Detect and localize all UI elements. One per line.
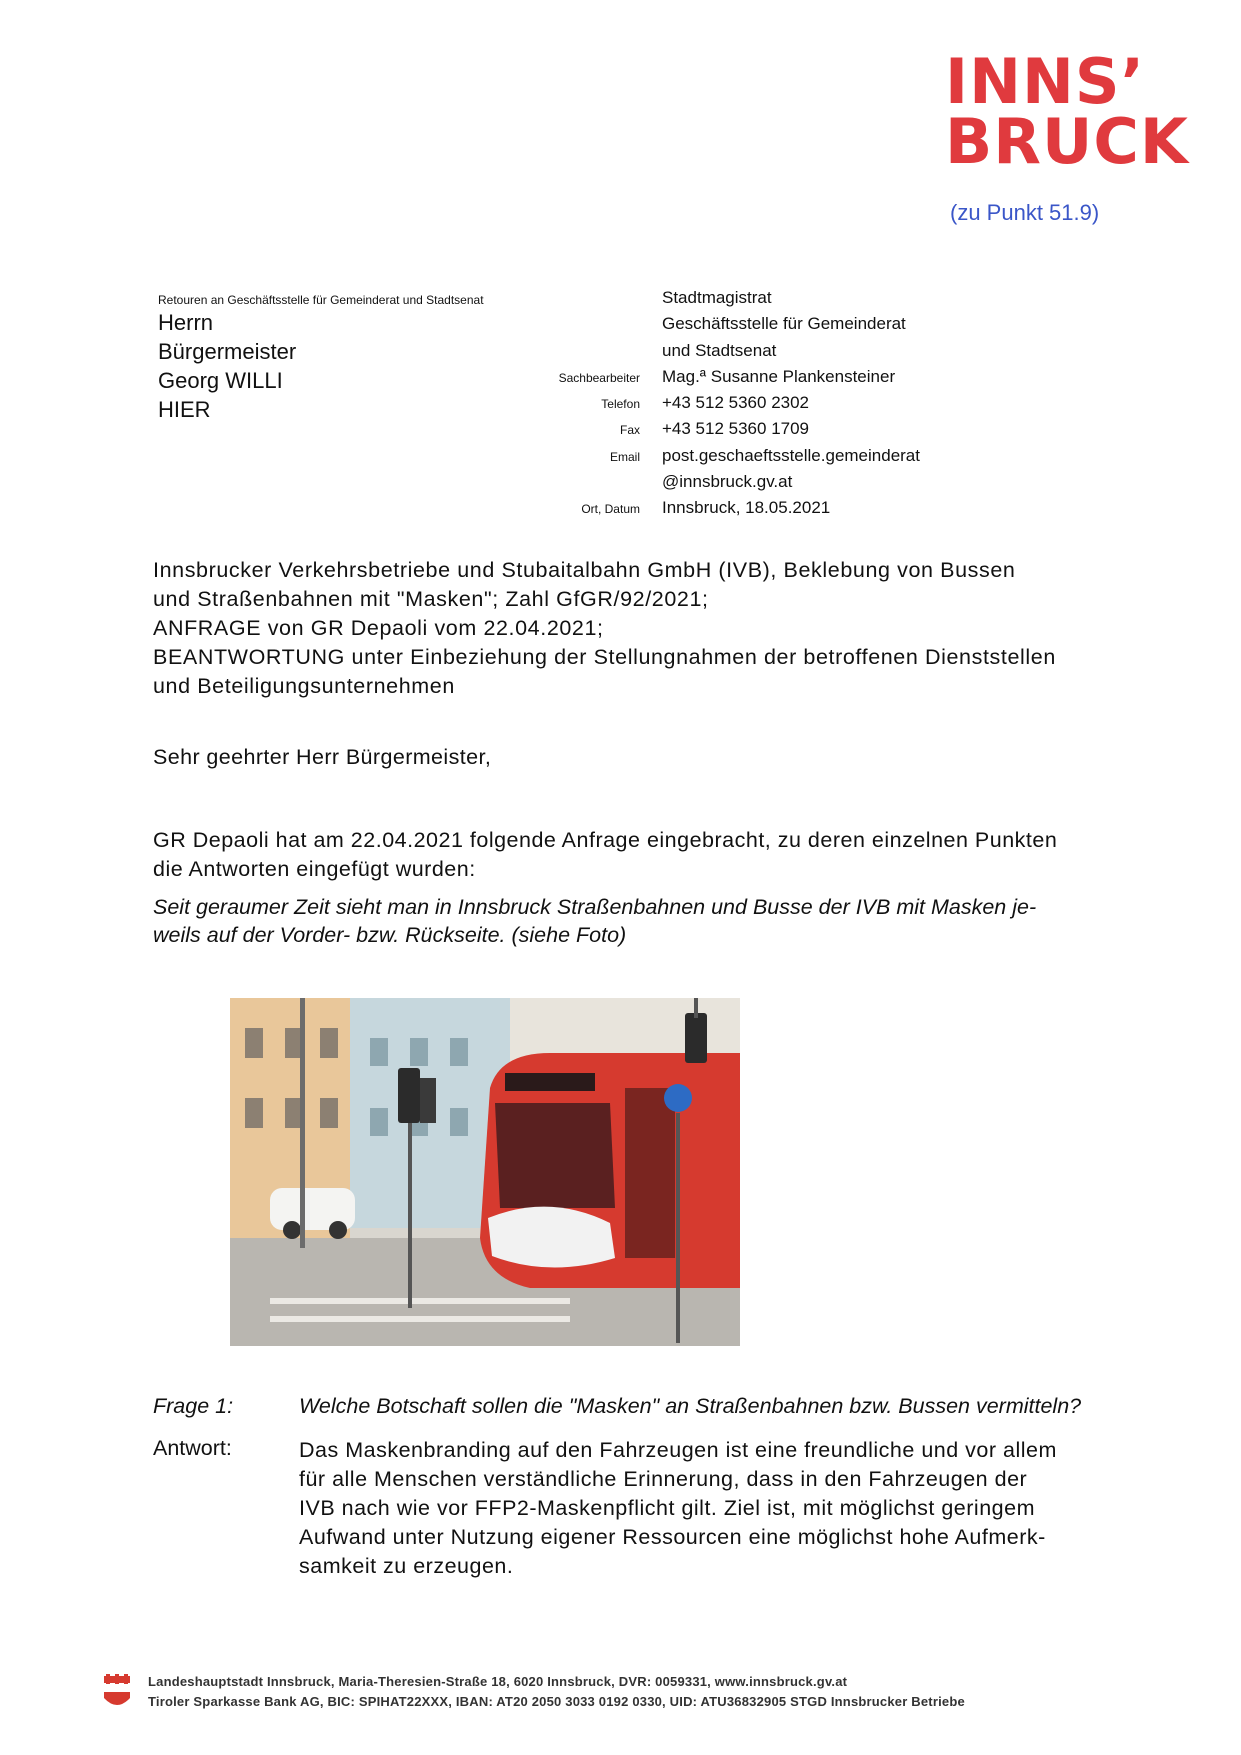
subject-line: BEANTWORTUNG unter Einbeziehung der Stellungnahmen der betroffenen Dienststellen (153, 645, 1056, 669)
quote-line: weils auf der Vorder- bzw. Rückseite. (siehe Foto) (153, 923, 627, 947)
answer-label: Antwort: (153, 1436, 232, 1460)
subject (153, 556, 1133, 701)
intro-line: die Antworten eingefügt wurden: (153, 857, 476, 881)
sender-info (520, 285, 1000, 522)
answer-line: Das Maskenbranding auf den Fahrzeugen ist eine freundliche und vor allem (299, 1438, 1057, 1462)
recipient-line: HIER (158, 397, 211, 422)
question-label: Frage 1: (153, 1394, 234, 1418)
answer-line: Aufwand unter Nutzung eigener Ressourcen eine möglichst hohe Aufmerk- (299, 1525, 1046, 1549)
fax-label: Fax (619, 423, 640, 438)
recipient-address (158, 308, 296, 424)
logo-line-2: BRUCK (945, 105, 1189, 178)
recipient-line: Georg WILLI (158, 368, 283, 393)
subject-line: Innsbrucker Verkehrsbetriebe und Stubaitalbahn GmbH (IVB), Beklebung von Bussen (153, 558, 1016, 582)
fax-number: +43 512 5360 1709 (662, 419, 810, 439)
recipient-line: Bürgermeister (158, 339, 297, 364)
sender-org-line: Geschäftsstelle für Gemeinderat (662, 314, 906, 334)
email-label: Email (609, 449, 640, 464)
inquiry-quote (153, 893, 1113, 949)
email-address-line-1: post.geschaeftsstelle.gemeinderat (662, 445, 920, 465)
clerk-label: Sachbearbeiter (558, 370, 640, 385)
intro-paragraph (153, 826, 1133, 884)
phone-label: Telefon (601, 397, 640, 412)
agenda-reference: (zu Punkt 51.9) (950, 200, 1100, 225)
sender-org-line: und Stadtsenat (662, 340, 777, 360)
date-label: Ort, Datum (581, 502, 640, 517)
subject-line: und Straßenbahnen mit "Masken"; Zahl GfGR/92/2021; (153, 587, 709, 611)
logo-line-1: INNS’ (945, 45, 1146, 118)
quote-line: Seit geraumer Zeit sieht man in Innsbruck Straßenbahnen und Busse der IVB mit Masken je- (153, 895, 1037, 919)
tram-windshield (495, 1103, 615, 1208)
answer-line: für alle Menschen verständliche Erinnerung, dass in den Fahrzeugen der (299, 1467, 1028, 1491)
direction-sign (664, 1084, 692, 1112)
intro-line: GR Depaoli hat am 22.04.2021 folgende Anfrage eingebracht, zu deren einzelnen Punkten (153, 828, 1058, 852)
innsbruck-logo (945, 45, 1189, 178)
sender-org-line: Stadtmagistrat (662, 288, 772, 307)
email-address-line-2: @innsbruck.gv.at (662, 472, 793, 492)
subject-line: und Beteiligungsunternehmen (153, 674, 455, 698)
traffic-light (398, 1068, 420, 1123)
answer-text (299, 1436, 1129, 1581)
salutation: Sehr geehrter Herr Bürgermeister, (153, 745, 492, 769)
return-address: Retouren an Geschäftsstelle für Gemeinderat und Stadtsenat (158, 293, 484, 307)
recipient-line: Herrn (158, 310, 214, 335)
footer (148, 1672, 965, 1712)
phone-number: +43 512 5360 2302 (662, 393, 810, 413)
place-date: Innsbruck, 18.05.2021 (662, 498, 831, 518)
footer-line: Tiroler Sparkasse Bank AG, BIC: SPIHAT22XXX, IBAN: AT20 2050 3033 0192 0330, UID: ATU36832905 STGD Innsbrucker Betriebe (148, 1694, 965, 1709)
tram-mask-photo (230, 998, 740, 1346)
clerk-name: Mag.ª Susanne Plankensteiner (662, 366, 896, 386)
lamp-post (300, 998, 305, 1248)
footer-line: Landeshauptstadt Innsbruck, Maria-Theresien-Straße 18, 6020 Innsbruck, DVR: 0059331, www.innsbruck.gv.at (148, 1674, 848, 1689)
question-text: Welche Botschaft sollen die "Masken" an Straßenbahnen bzw. Bussen vermitteln? (299, 1394, 1082, 1418)
answer-line: samkeit zu erzeugen. (299, 1554, 514, 1578)
answer-line: IVB nach wie vor FFP2-Maskenpflicht gilt. Ziel ist, mit möglichst geringem (299, 1496, 1035, 1520)
innsbruck-emblem-icon (100, 1672, 134, 1712)
subject-line: ANFRAGE von GR Depaoli vom 22.04.2021; (153, 616, 604, 640)
tram-destination-display (505, 1073, 595, 1091)
